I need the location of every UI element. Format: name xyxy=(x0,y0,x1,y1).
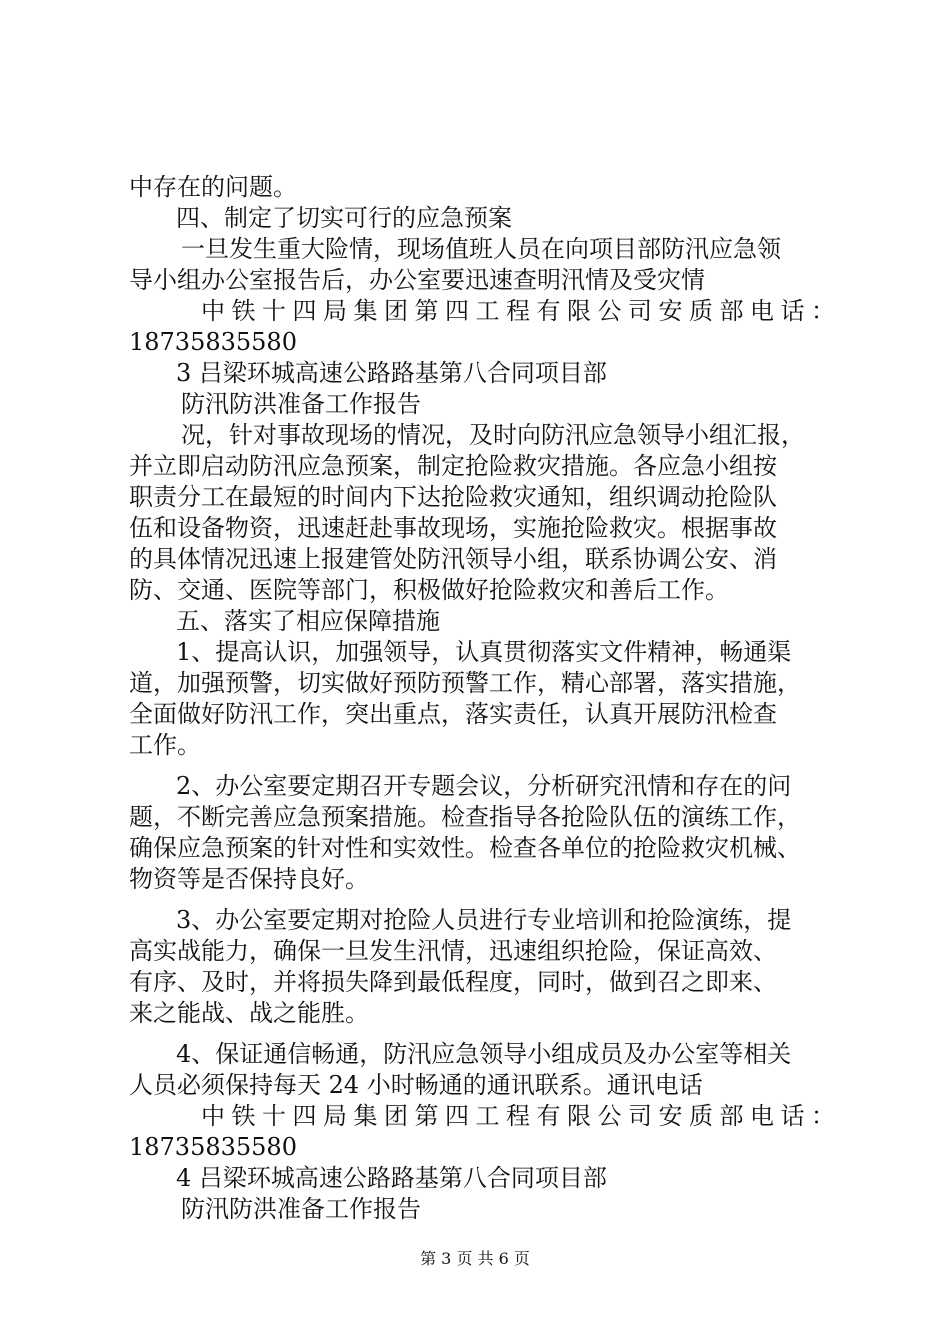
project-header: 3 吕梁环城高速公路路基第八合同项目部 xyxy=(176,359,607,387)
text-line: 的具体情况迅速上报建管处防汛领导小组，联系协调公安、消 xyxy=(129,545,777,573)
project-header: 4 吕梁环城高速公路路基第八合同项目部 xyxy=(176,1164,607,1192)
text-line: 高实战能力，确保一旦发生汛情，迅速组织抢险，保证高效、 xyxy=(129,937,777,965)
text-line: 确保应急预案的针对性和实效性。检查各单位的抢险救灾机械、 xyxy=(129,834,801,862)
text-line: 4、保证通信畅通，防汛应急领导小组成员及办公室等相关 xyxy=(176,1040,792,1068)
text-line: 一旦发生重大险情，现场值班人员在向项目部防汛应急领 xyxy=(181,235,781,263)
contact-line: 中铁十四局集团第四工程有限公司安质部电话： xyxy=(201,1102,842,1130)
phone-number: 18735835580 xyxy=(129,328,297,356)
section-heading: 四、制定了切实可行的应急预案 xyxy=(176,204,512,232)
text-line: 职责分工在最短的时间内下达抢险救灾通知，组织调动抢险队 xyxy=(129,483,777,511)
contact-line: 中铁十四局集团第四工程有限公司安质部电话： xyxy=(201,297,842,325)
section-heading: 五、落实了相应保障措施 xyxy=(176,607,440,635)
phone-number: 18735835580 xyxy=(129,1133,297,1161)
text-line: 全面做好防汛工作，突出重点，落实责任，认真开展防汛检查 xyxy=(129,700,777,728)
text-line: 人员必须保持每天 24 小时畅通的通讯联系。通讯电话 xyxy=(129,1071,703,1099)
text-line: 3、办公室要定期对抢险人员进行专业培训和抢险演练，提 xyxy=(176,906,792,934)
text-line: 导小组办公室报告后，办公室要迅速查明汛情及受灾情 xyxy=(129,266,705,294)
text-line: 防、交通、医院等部门，积极做好抢险救灾和善后工作。 xyxy=(129,576,729,604)
report-title: 防汛防洪准备工作报告 xyxy=(181,1195,421,1223)
text-line: 来之能战、战之能胜。 xyxy=(129,999,369,1027)
text-line: 2、办公室要定期召开专题会议，分析研究汛情和存在的问 xyxy=(176,772,792,800)
text-line: 题，不断完善应急预案措施。检查指导各抢险队伍的演练工作， xyxy=(129,803,801,831)
text-line: 物资等是否保持良好。 xyxy=(129,865,369,893)
text-line: 中存在的问题。 xyxy=(129,173,297,201)
text-line: 况，针对事故现场的情况，及时向防汛应急领导小组汇报， xyxy=(181,421,805,449)
text-line: 伍和设备物资，迅速赶赴事故现场，实施抢险救灾。根据事故 xyxy=(129,514,777,542)
page-number-footer: 第 3 页 共 6 页 xyxy=(420,1249,530,1268)
text-line: 有序、及时，并将损失降到最低程度，同时，做到召之即来、 xyxy=(129,968,777,996)
text-line: 道，加强预警，切实做好预防预警工作，精心部署，落实措施， xyxy=(129,669,801,697)
report-title: 防汛防洪准备工作报告 xyxy=(181,390,421,418)
text-line: 1、提高认识，加强领导，认真贯彻落实文件精神，畅通渠 xyxy=(176,638,792,666)
text-line: 并立即启动防汛应急预案，制定抢险救灾措施。各应急小组按 xyxy=(129,452,777,480)
text-line: 工作。 xyxy=(129,731,201,759)
document-body xyxy=(129,172,842,1225)
